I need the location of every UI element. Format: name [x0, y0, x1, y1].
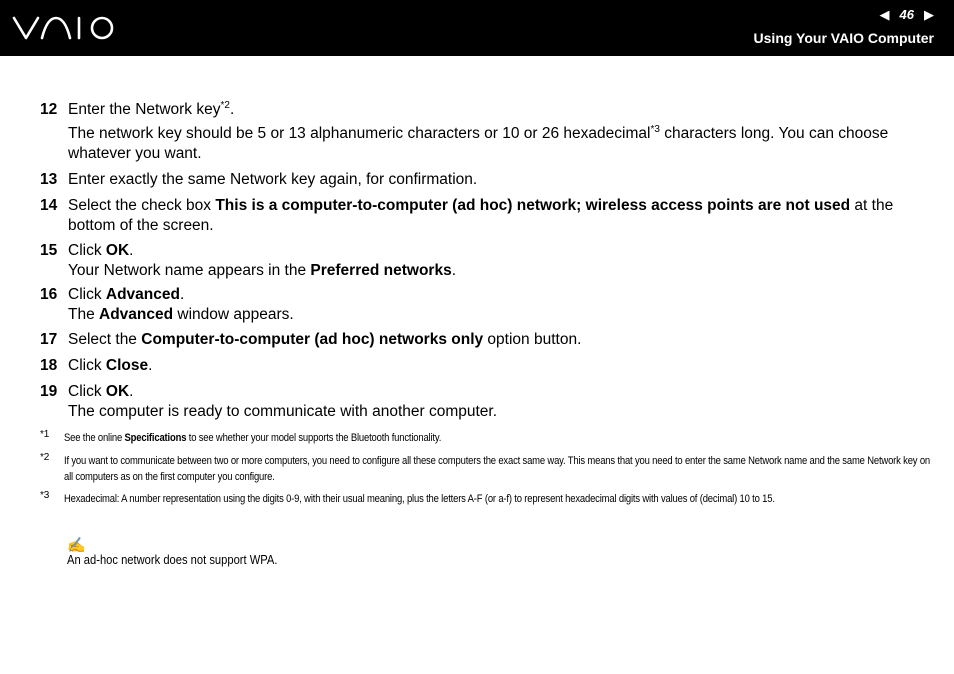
step-text-part: Click — [68, 286, 106, 303]
ui-label-ref: Preferred networks — [310, 261, 452, 279]
step-12-detail — [40, 124, 920, 163]
ui-label-ref: Advanced — [105, 286, 180, 303]
step-17 — [40, 330, 920, 350]
step-text-part: The network key should be 5 or 13 alphanumeric characters or 10 or 26 hexadecimal — [68, 125, 651, 142]
step-text — [68, 285, 920, 324]
footnote-mark: *3 — [40, 490, 50, 501]
step-text-part: Click — [68, 383, 106, 400]
triangle-left-icon[interactable]: ◀ — [879, 6, 890, 22]
footnote-2 — [40, 452, 931, 485]
step-number: 19 — [40, 383, 58, 400]
ui-label-ref: Close — [105, 357, 149, 374]
step-text — [68, 196, 920, 235]
ui-label-ref: OK — [105, 383, 130, 400]
step-text-part: . — [451, 261, 456, 279]
page-number: 46 — [899, 7, 914, 22]
step-19 — [40, 382, 920, 421]
step-text-part: option button. — [483, 331, 582, 348]
ui-label-ref: OK — [105, 242, 130, 259]
step-number: 17 — [40, 331, 58, 348]
step-text-part: Click — [68, 242, 106, 259]
step-text-part: The computer is ready to communicate with another computer. — [68, 402, 498, 420]
step-text — [68, 330, 920, 350]
triangle-right-icon[interactable]: ▶ — [924, 6, 934, 22]
note-pencil-icon: ✍ — [67, 537, 86, 554]
step-text — [68, 356, 920, 376]
step-text — [68, 241, 920, 280]
vaio-logo — [12, 14, 122, 42]
section-title: Using Your VAIO Computer — [753, 30, 934, 46]
step-text-part: . — [179, 286, 185, 303]
step-15 — [40, 241, 920, 280]
step-text-part: . — [129, 242, 134, 259]
step-number: 14 — [40, 197, 58, 214]
footnote-1 — [40, 430, 920, 446]
footnote-mark: *2 — [40, 452, 50, 463]
footnote-text: Hexadecimal: A number representation using the digits 0-9, with their usual meaning, plus the letters A-F (or a-f) to represent hexadecimal digits with values of (decimal) 10 to 15. — [64, 493, 775, 505]
step-number: 12 — [40, 101, 58, 118]
note-text: An ad-hoc network does not support WPA. — [67, 552, 278, 567]
step-number: 16 — [40, 286, 58, 303]
footnote-text — [64, 430, 933, 446]
step-text-part: characters long. You can choose whatever you want. — [68, 125, 889, 162]
footnote-ref[interactable]: *3 — [650, 123, 660, 135]
step-text-part: . — [229, 101, 235, 118]
ui-label-ref: Advanced — [99, 305, 174, 323]
step-number: 18 — [40, 357, 58, 374]
checkbox-label-ref: This is a computer-to-computer (ad hoc) network; wireless access points are not used — [215, 197, 851, 214]
step-text-part: The — [68, 305, 100, 323]
page-header — [0, 0, 954, 56]
footnote-3 — [40, 491, 920, 507]
ui-label-ref: Computer-to-computer (ad hoc) networks only — [141, 331, 484, 348]
step-14 — [40, 196, 920, 235]
footnote-link[interactable]: Specifications — [124, 432, 187, 444]
footnote-text: If you want to communicate between two or more computers, you need to configure all these computers the exact same way. This means that you need to enter the same Network name and the same Network key on all computers as on the first computer you configure. — [64, 455, 931, 483]
step-text-part: Click — [68, 357, 106, 374]
step-text-part: . — [148, 357, 153, 374]
step-text-part: Select the — [68, 331, 142, 348]
page-navigation — [880, 7, 934, 22]
step-number: 15 — [40, 242, 58, 259]
step-16 — [40, 285, 920, 324]
step-text — [68, 382, 920, 421]
step-text-part: window appears. — [173, 305, 294, 323]
footnote-text-part: See the online — [64, 432, 125, 444]
step-number: 13 — [40, 171, 58, 188]
footnote-ref[interactable]: *2 — [220, 99, 230, 111]
step-12 — [40, 100, 920, 120]
step-text: Enter exactly the same Network key again, for confirmation. — [68, 171, 478, 188]
step-18 — [40, 356, 920, 376]
step-text — [68, 100, 920, 120]
footnote-mark: *1 — [40, 429, 50, 440]
step-text-part: Select the check box — [68, 197, 216, 214]
step-text-part: Enter the Network key — [68, 101, 221, 118]
step-text-part: at the bottom of the screen. — [68, 197, 894, 234]
footnote-text-part: to see whether your model supports the Bluetooth functionality. — [186, 432, 442, 444]
step-text — [68, 124, 920, 163]
step-13 — [40, 170, 920, 190]
step-text-part: Your Network name appears in the — [68, 261, 311, 279]
step-text-part: . — [129, 383, 134, 400]
